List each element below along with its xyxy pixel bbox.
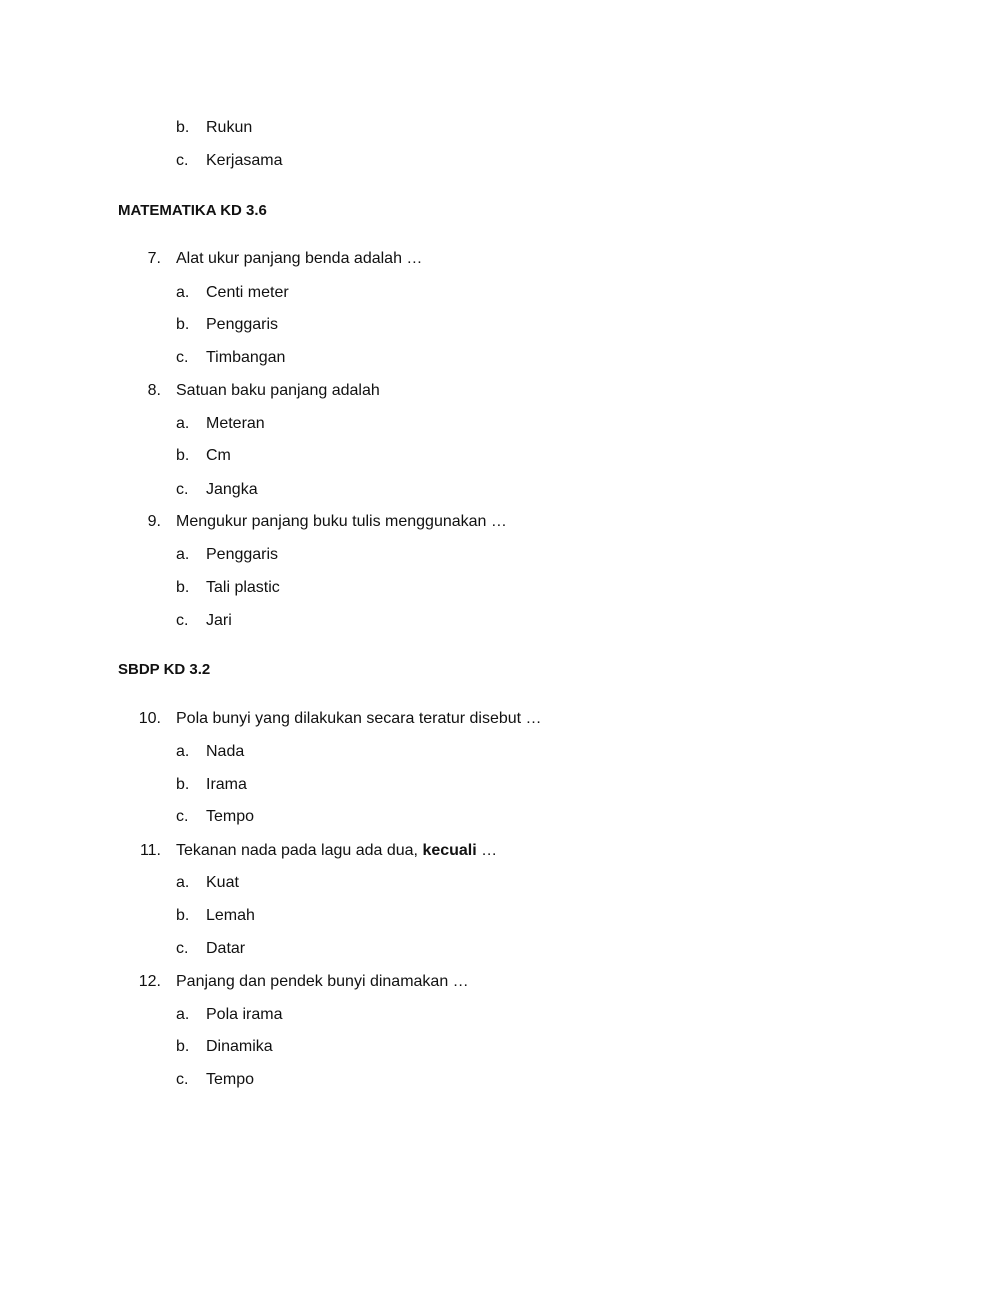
section-heading-matematika: MATEMATIKA KD 3.6 bbox=[118, 202, 267, 219]
question-number: 7. bbox=[147, 250, 161, 267]
option-label: a. bbox=[176, 874, 190, 891]
question-text: Mengukur panjang buku tulis menggunakan … bbox=[176, 513, 507, 530]
option-text: Pola irama bbox=[206, 1006, 283, 1023]
option-text: Datar bbox=[206, 940, 246, 957]
option-text: Timbangan bbox=[206, 349, 286, 366]
question-number: 11. bbox=[139, 842, 161, 859]
option-text: Kerjasama bbox=[206, 152, 283, 169]
option-label: c. bbox=[176, 808, 189, 825]
option-label: b. bbox=[176, 119, 190, 136]
option-text: Nada bbox=[206, 743, 245, 760]
option-label: b. bbox=[176, 1038, 190, 1055]
question-text: Alat ukur panjang benda adalah … bbox=[176, 250, 423, 267]
option-text: Tali plastic bbox=[206, 579, 280, 596]
question-number: 12. bbox=[138, 973, 161, 990]
option-text: Tempo bbox=[206, 1071, 255, 1088]
question-text-emphasis: kecuali bbox=[422, 842, 477, 859]
option-label: c. bbox=[176, 1071, 189, 1088]
question-text bbox=[176, 841, 497, 861]
option-label: a. bbox=[176, 415, 190, 432]
option-text: Kuat bbox=[206, 874, 239, 891]
option-label: c. bbox=[176, 940, 189, 957]
option-label: a. bbox=[176, 1006, 190, 1023]
option-label: c. bbox=[176, 349, 189, 366]
option-label: a. bbox=[176, 743, 190, 760]
option-text: Centi meter bbox=[206, 284, 289, 301]
question-text: Pola bunyi yang dilakukan secara teratur disebut … bbox=[176, 710, 542, 727]
option-label: b. bbox=[176, 316, 190, 333]
option-text: Lemah bbox=[206, 907, 255, 924]
option-text: Cm bbox=[206, 447, 231, 464]
option-text: Dinamika bbox=[206, 1038, 273, 1055]
option-text: Tempo bbox=[206, 808, 255, 825]
option-text: Penggaris bbox=[206, 316, 279, 333]
question-number: 8. bbox=[147, 382, 161, 399]
question-text-before: Tekanan nada pada lagu ada dua, bbox=[176, 842, 423, 859]
section-heading-sbdp: SBDP KD 3.2 bbox=[118, 661, 211, 678]
question-number: 9. bbox=[147, 513, 161, 530]
option-label: b. bbox=[176, 907, 190, 924]
option-text: Rukun bbox=[206, 119, 253, 136]
option-text: Penggaris bbox=[206, 546, 279, 563]
option-label: b. bbox=[176, 579, 190, 596]
option-text: Irama bbox=[206, 776, 247, 793]
option-label: b. bbox=[176, 447, 190, 464]
option-label: a. bbox=[176, 284, 190, 301]
option-label: c. bbox=[176, 152, 189, 169]
option-text: Meteran bbox=[206, 415, 265, 432]
option-label: a. bbox=[176, 546, 190, 563]
question-text-after: … bbox=[476, 842, 498, 859]
question-text: Panjang dan pendek bunyi dinamakan … bbox=[176, 973, 469, 990]
question-number: 10. bbox=[138, 710, 161, 727]
question-text: Satuan baku panjang adalah bbox=[176, 382, 380, 399]
option-label: c. bbox=[176, 612, 189, 629]
option-text: Jangka bbox=[206, 481, 258, 498]
option-label: b. bbox=[176, 776, 190, 793]
option-text: Jari bbox=[206, 612, 232, 629]
option-label: c. bbox=[176, 481, 189, 498]
